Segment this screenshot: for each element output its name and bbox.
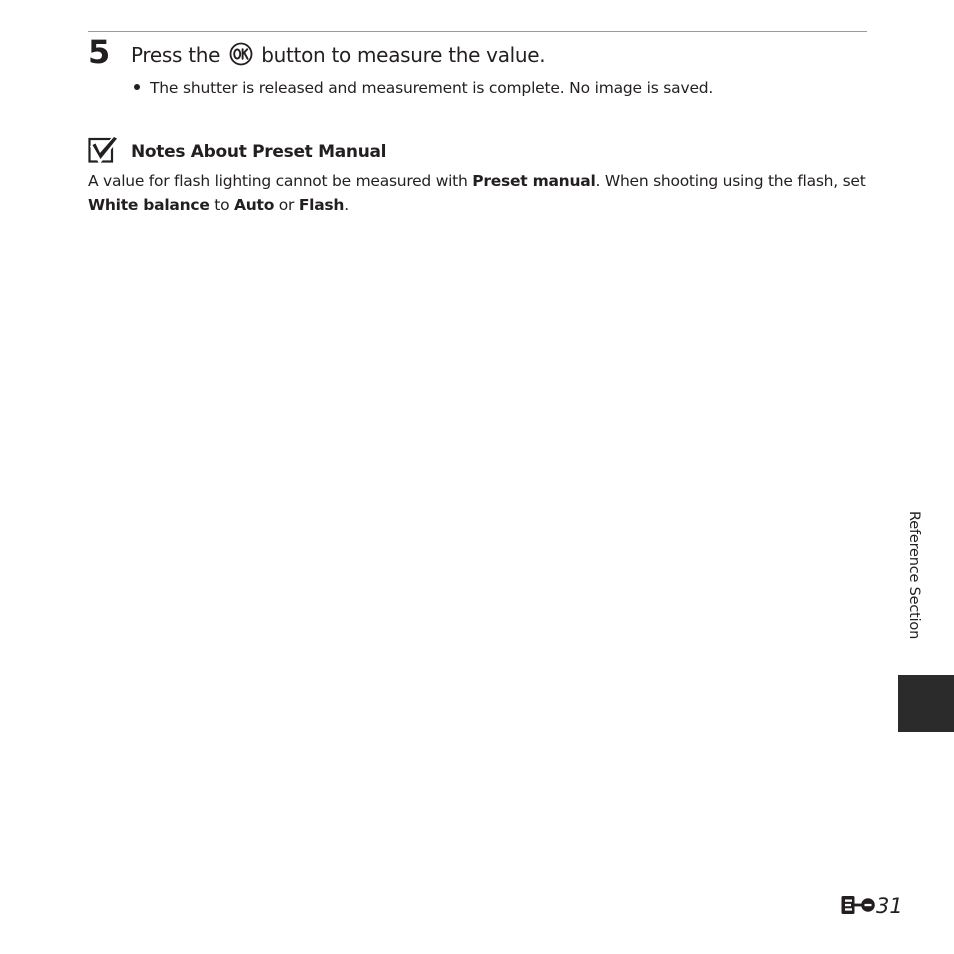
- note-text: to: [209, 195, 234, 214]
- reference-section-icon: [841, 894, 875, 916]
- check-mark-icon: [88, 136, 118, 164]
- page-number: [841, 893, 903, 919]
- bullet-dot: [134, 84, 140, 90]
- note-text: .: [344, 195, 349, 214]
- flash-term: Flash: [298, 195, 345, 214]
- step-text: [131, 42, 545, 68]
- auto-term: Auto: [234, 195, 275, 214]
- note-text: A value for flash lighting cannot be measured with: [88, 172, 473, 190]
- step-number: 5: [88, 33, 111, 71]
- section-tab: [898, 675, 954, 732]
- ok-button-icon: [229, 42, 253, 66]
- bullet-list: [134, 77, 713, 99]
- page-number-text: 31: [876, 894, 903, 918]
- white-balance-term: White balance: [88, 195, 210, 214]
- note-text: . When shooting using the flash, set: [595, 172, 866, 190]
- note-body: [88, 170, 878, 217]
- top-rule: [88, 31, 867, 32]
- note-text: or: [274, 195, 299, 214]
- step-text-after: button to measure the value.: [255, 43, 546, 67]
- step-text-before: Press the: [131, 43, 227, 67]
- note-title: Notes About Preset Manual: [131, 142, 387, 162]
- preset-manual-term: Preset manual: [472, 172, 596, 190]
- list-item: [134, 77, 713, 99]
- bullet-text: The shutter is released and measurement is complete. No image is saved.: [150, 79, 714, 97]
- section-side-label: Reference Section: [906, 511, 922, 640]
